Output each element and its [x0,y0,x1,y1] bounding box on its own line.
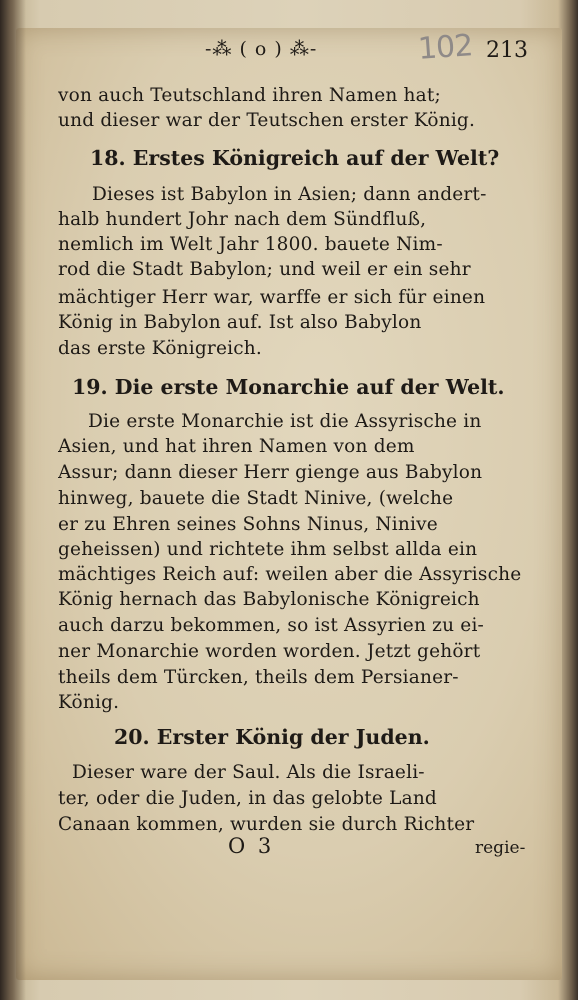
pencil-archive-number: 102 [416,28,474,67]
section-19-line: auch darzu bekommen, so ist Assyrien zu ei- [58,615,485,636]
catchword: regie- [475,838,526,858]
section-heading-19: 19. Die erste Monarchie auf der Welt. [72,375,505,399]
section-19-line: König. [58,692,120,713]
section-19-line: geheissen) und richtete ihm selbst allda ein [58,539,478,560]
section-19-line: Die erste Monarchie ist die Assyrische in [88,411,482,432]
section-heading-20: 20. Erster König der Juden. [114,725,430,749]
section-20-line: Dieser ware der Saul. Als die Israeli- [72,762,425,783]
section-heading-18: 18. Erstes Königreich auf der Welt? [90,146,500,170]
section-19-line: ner Monarchie worden worden. Jetzt gehört [58,641,481,662]
section-19-line: mächtiges Reich auf: weilen aber die Assyrische [58,564,522,585]
section-19-line: König hernach das Babylonische Königreich [58,589,480,610]
section-19-line: er zu Ehren seines Sohns Ninus, Ninive [58,514,438,535]
section-18-line: das erste Königreich. [58,338,262,359]
signature-mark: O 3 [228,834,275,858]
page-number: 213 [486,38,528,63]
section-18-line: Dieses ist Babylon in Asien; dann andert- [92,184,487,205]
book-gutter [0,0,26,1000]
section-19-line: hinweg, bauete die Stadt Ninive, (welche [58,488,454,509]
section-20-line: Canaan kommen, wurden sie durch Richter [58,814,475,835]
section-18-line: rod die Stadt Babylon; und weil er ein sehr [58,259,471,280]
section-18-line: mächtiger Herr war, warffe er sich für einen [58,287,486,308]
section-19-line: Asien, und hat ihren Namen von dem [58,436,415,457]
opening-line: von auch Teutschland ihren Namen hat; [58,85,441,106]
section-20-line: ter, oder die Juden, in das gelobte Land [58,788,437,809]
running-head: -⁂ ( o ) ⁂- [205,38,318,60]
section-18-line: nemlich im Welt Jahr 1800. bauete Nim- [58,234,443,255]
opening-line: und dieser war der Teutschen erster König. [58,110,476,131]
section-18-line: halb hundert Johr nach dem Sündfluß, [58,209,427,230]
section-19-line: Assur; dann dieser Herr gienge aus Babylon [58,462,483,483]
section-19-line: theils dem Türcken, theils dem Persianer- [58,667,459,688]
section-18-line: König in Babylon auf. Ist also Babylon [58,312,422,333]
